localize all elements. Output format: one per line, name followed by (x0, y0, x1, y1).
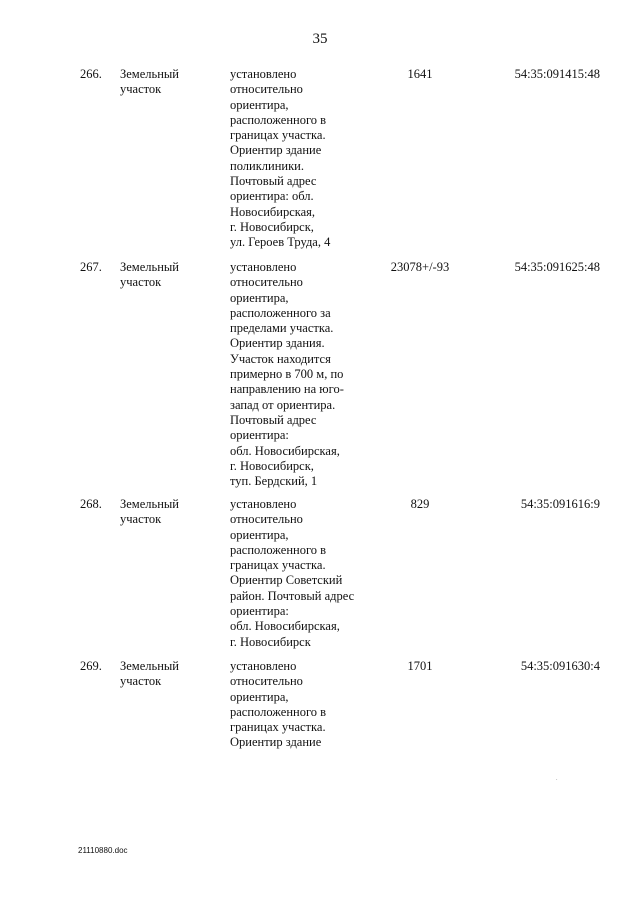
description-line: г. Новосибирск (230, 634, 311, 649)
location-description (230, 659, 380, 751)
description-line: Новосибирская, (230, 204, 316, 219)
description-line: ориентира: (230, 604, 289, 619)
description-line: установлено (230, 260, 297, 274)
description-line: относительно (230, 82, 303, 97)
description-line: район. Почтовый адрес (230, 588, 355, 603)
description-line: Почтовый адрес (230, 412, 317, 427)
description-line: Ориентир Советский (230, 573, 343, 588)
description-line: установлено (230, 497, 297, 511)
description-line: ориентира, (230, 97, 289, 112)
area-value: 829 (410, 497, 430, 511)
area-value: 1701 (407, 659, 433, 673)
description-line: расположенного в (230, 112, 327, 127)
page-number: 35 (312, 31, 328, 47)
location-description (230, 260, 380, 489)
description-line: ориентира, (230, 290, 289, 305)
description-line: расположенного в (230, 542, 327, 557)
object-type: Земельный участок (120, 659, 179, 688)
description-line: г. Новосибирск, (230, 219, 314, 234)
description-line: обл. Новосибирская, (230, 443, 340, 458)
description-line: ориентира: (230, 428, 289, 443)
description-line: относительно (230, 275, 303, 290)
description-line: примерно в 700 м, по (230, 367, 344, 382)
row-number: 269. (80, 659, 102, 673)
location-description (230, 67, 380, 251)
description-line: ориентира, (230, 689, 289, 704)
description-line: пределами участка. (230, 321, 334, 336)
description-line: поликлиники. (230, 158, 304, 173)
row-number: 267. (80, 260, 102, 274)
cadastral-number: 54:35:091616:9 (520, 497, 600, 511)
area-value: 23078+/-93 (390, 260, 450, 274)
cadastral-number: 54:35:091415:48 (514, 67, 600, 81)
description-line: установлено (230, 67, 297, 81)
description-line: Почтовый адрес (230, 174, 317, 189)
row-number: 266. (80, 67, 102, 81)
description-line: границах участка. (230, 720, 326, 735)
object-type: Земельный участок (120, 67, 179, 96)
description-line: запад от ориентира. (230, 397, 336, 412)
description-line: установлено (230, 659, 297, 673)
description-line: обл. Новосибирская, (230, 619, 340, 634)
scan-mark: . (556, 776, 558, 782)
description-line: относительно (230, 512, 303, 527)
description-line: ориентира, (230, 527, 289, 542)
footer-filename: 21110880.doc (78, 846, 128, 855)
description-line: г. Новосибирск, (230, 458, 314, 473)
area-value: 1641 (407, 67, 433, 81)
location-description (230, 497, 380, 650)
cadastral-number: 54:35:091630:4 (520, 659, 600, 673)
object-type: Земельный участок (120, 260, 179, 289)
row-number: 268. (80, 497, 102, 511)
description-line: Ориентир здание (230, 735, 322, 750)
description-line: расположенного в (230, 704, 327, 719)
description-line: ул. Героев Труда, 4 (230, 235, 331, 250)
description-line: направлению на юго- (230, 382, 344, 397)
description-line: расположенного за (230, 305, 331, 320)
description-line: Ориентир здания. (230, 336, 325, 351)
object-type: Земельный участок (120, 497, 179, 526)
cadastral-number: 54:35:091625:48 (514, 260, 600, 274)
description-line: относительно (230, 674, 303, 689)
description-line: туп. Бердский, 1 (230, 474, 318, 489)
description-line: Ориентир здание (230, 143, 322, 158)
description-line: границах участка. (230, 558, 326, 573)
description-line: ориентира: обл. (230, 189, 314, 204)
description-line: Участок находится (230, 351, 331, 366)
description-line: границах участка. (230, 128, 326, 143)
